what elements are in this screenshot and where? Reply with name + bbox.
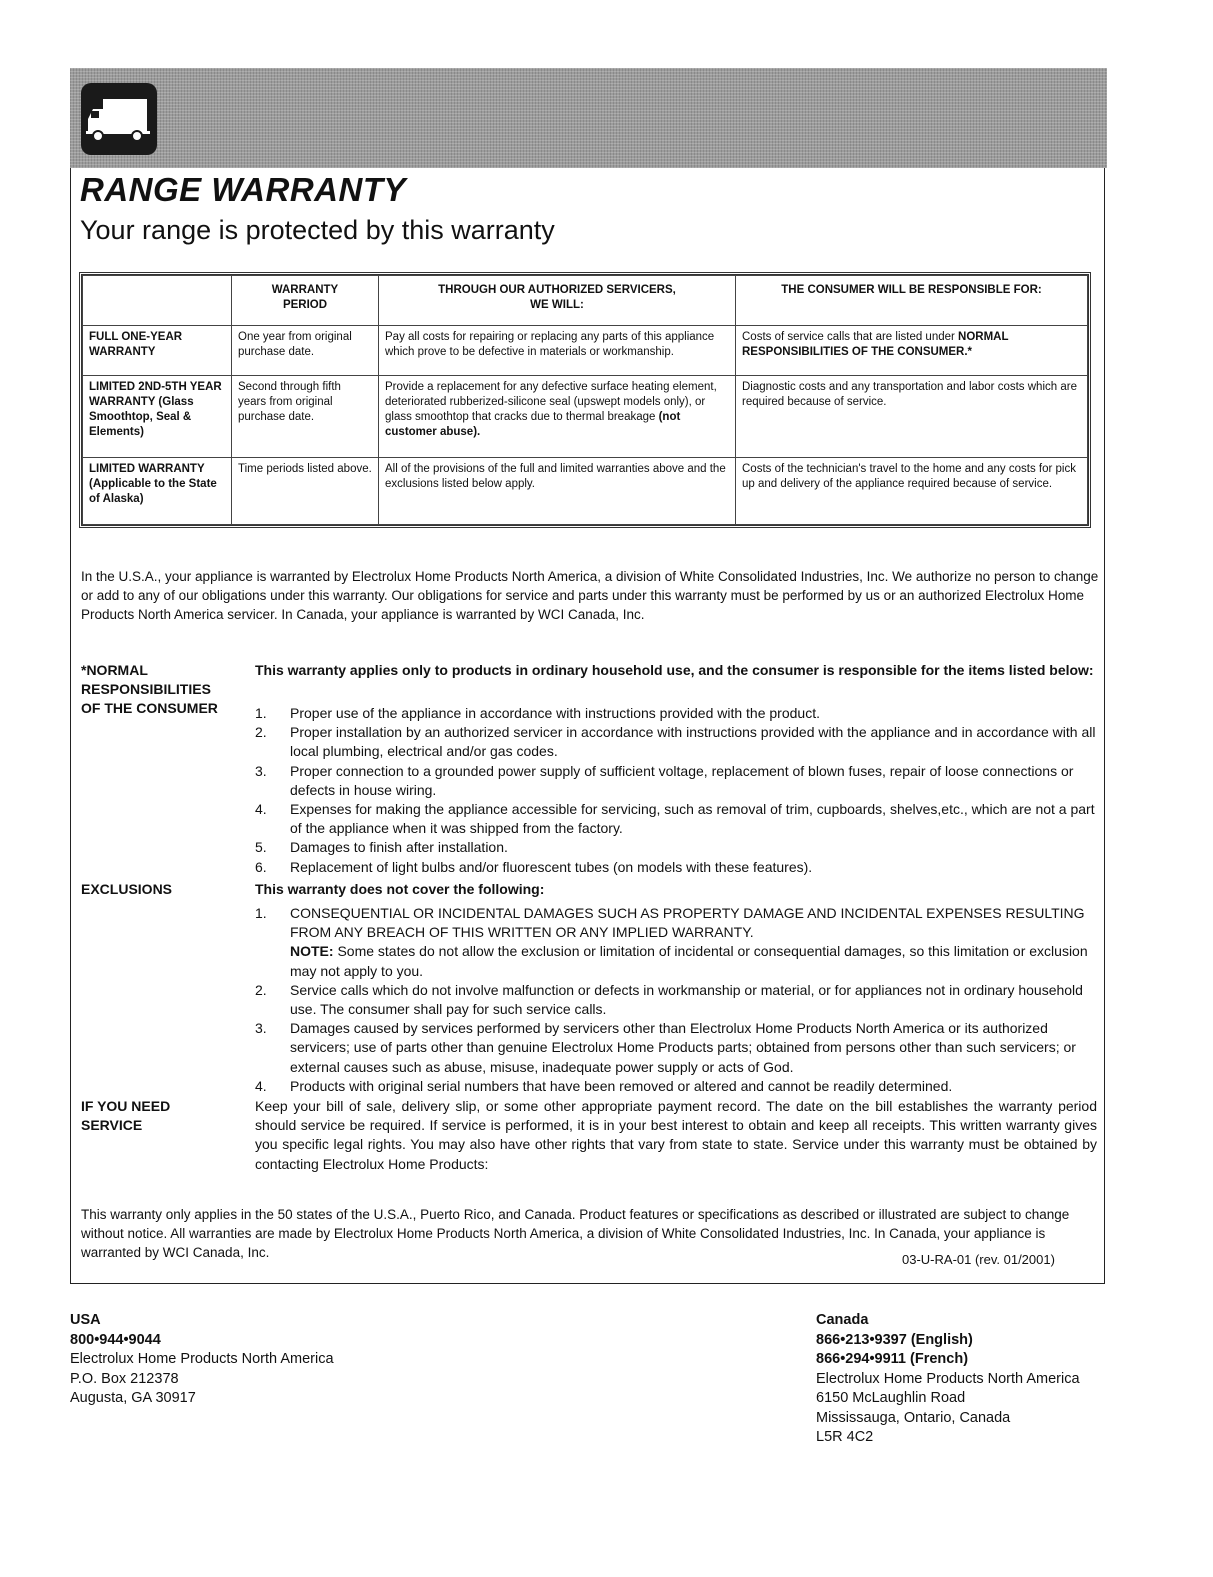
list-text: Proper use of the appliance in accordance with instructions provided with the product.: [290, 705, 820, 721]
list-item: [255, 981, 1097, 1019]
table-cell: Time periods listed above.: [232, 458, 379, 525]
list-item: [255, 858, 1097, 877]
list-number: 1.: [255, 705, 267, 721]
list-number: 4.: [255, 1077, 267, 1094]
note-label: NOTE:: [290, 943, 334, 960]
list-text: Replacement of light bulbs and/or fluorescent tubes (on models with these features).: [290, 858, 813, 875]
list-item: [255, 762, 1097, 800]
canada-address-line: Electrolux Home Products North America: [816, 1370, 1080, 1387]
document-code: 03-U-RA-01 (rev. 01/2001): [902, 1252, 1055, 1267]
list-text: Damages to finish after installation.: [290, 839, 508, 856]
canada-address-line: L5R 4C2: [816, 1429, 874, 1445]
list-text: Damages caused by services performed by servicers other than Electrolux Home Products North America or its authorized servicers; use of parts other than genuine Electrolux Home Products parts; obtained from persons other than such servicers; or external causes such as abuse, misuse, inadequate power supply or acts of God.: [290, 1020, 1076, 1075]
table-cell: Costs of the technician's travel to the home and any costs for pick up and delivery of the appliance required because of service.: [736, 458, 1088, 525]
page-subtitle: Your range is protected by this warranty: [80, 215, 555, 245]
warranty-table: [79, 272, 1091, 528]
table-header: THE CONSUMER WILL BE RESPONSIBLE FOR:: [736, 276, 1088, 326]
list-text: Service calls which do not involve malfunction or defects in workmanship or material, or for appliances not in ordinary household use. The consumer shall pay for such service calls.: [290, 981, 1083, 1018]
list-number: 3.: [255, 1020, 267, 1037]
canada-contact: [816, 1311, 1080, 1448]
list-item: [255, 800, 1097, 838]
canada-phone-french: 866•294•9911 (French): [816, 1351, 969, 1367]
exclusions-list: [255, 904, 1097, 1096]
cell-text-bold: (not customer abuse).: [385, 411, 681, 438]
table-header: [83, 276, 232, 326]
table-cell: One year from original purchase date.: [232, 326, 379, 376]
list-number: 2.: [255, 981, 267, 998]
cell-text-bold: NORMAL RESPONSIBILITIES OF THE CONSUMER.*: [742, 331, 1009, 358]
cell-text: Provide a replacement for any defective surface heating element, deteriorated rubberized-silicone seal (upswept models only), or glass smoothtop that cracks due to thermal breakage: [385, 381, 717, 423]
canada-heading: Canada: [816, 1312, 869, 1328]
service-paragraph: Keep your bill of sale, delivery slip, or some other appropriate payment record. The date on the bill establishes the warranty period should service be required. If service is performed, it is in your best interest to obtain and keep all receipts. This written warranty gives you specific legal rights. You may also have other rights that vary from state to state. Service under this warranty must be obtained by contacting Electrolux Home Products:: [255, 1098, 1097, 1172]
list-number: 4.: [255, 801, 267, 818]
canada-address-line: 6150 McLaughlin Road: [816, 1390, 966, 1406]
table-row: [83, 458, 1088, 525]
canada-phone-english: 866•213•9397 (English): [816, 1331, 973, 1348]
table-cell: [736, 326, 1088, 376]
table-header: THROUGH OUR AUTHORIZED SERVICERS, WE WILL:: [379, 276, 736, 326]
list-text: Proper connection to a grounded power supply of sufficient voltage, replacement of blown fuses, repair of loose connections or defects in house wiring.: [290, 762, 1074, 798]
list-number: 2.: [255, 724, 267, 741]
table-cell: Pay all costs for repairing or replacing any parts of this appliance which prove to be defective in materials or workmanship.: [379, 326, 736, 376]
table-header-row: [83, 276, 1088, 326]
service-label: IF YOU NEED SERVICE: [81, 1098, 171, 1133]
note-text: Some states do not allow the exclusion or limitation of incidental or consequential damages, so this limitation or exclusion may not apply to you.: [290, 943, 1088, 979]
intro-paragraph: In the U.S.A., your appliance is warranted by Electrolux Home Products North America, a division of White Consolidated Industries, Inc. We authorize no person to change or add to any of our obligations under this warranty. Our obligations for service and parts under this warranty must be performed by us or an authorized Electrolux Home Products North America servicer. In Canada, your appliance is warranted by WCI Canada, Inc.: [81, 569, 1099, 622]
table-row: [83, 376, 1088, 458]
list-number: 5.: [255, 839, 267, 856]
normal-responsibilities-list: [255, 704, 1097, 877]
canada-address-line: Mississauga, Ontario, Canada: [816, 1409, 1011, 1426]
list-item: [255, 904, 1097, 981]
normal-responsibilities-heading: This warranty applies only to products in ordinary household use, and the consumer is responsible for the items listed below:: [255, 662, 1094, 678]
table-cell: All of the provisions of the full and limited warranties above and the exclusions listed below apply.: [379, 458, 736, 525]
usa-address-line: Electrolux Home Products North America: [70, 1351, 334, 1367]
usa-phone: 800•944•9044: [70, 1331, 161, 1348]
table-cell: Second through fifth years from original purchase date.: [232, 376, 379, 458]
usa-address-line: P.O. Box 212378: [70, 1370, 179, 1387]
list-text: CONSEQUENTIAL OR INCIDENTAL DAMAGES SUCH AS PROPERTY DAMAGE AND INCIDENTAL EXPENSES RESULTING FROM ANY BREACH OF THIS WRITTEN OR ANY IMPLIED WARRANTY.: [290, 905, 1085, 941]
header-banner: [70, 68, 1107, 168]
list-number: 3.: [255, 762, 267, 779]
list-number: 1.: [255, 905, 267, 921]
list-text: Expenses for making the appliance accessible for servicing, such as removal of trim, cupboards, shelves,etc., which are not a part of the appliance when it was shipped from the factory.: [290, 801, 1095, 837]
list-item: [255, 838, 1097, 857]
usa-address-line: Augusta, GA 30917: [70, 1390, 196, 1406]
list-item: [255, 704, 1097, 723]
page-title: RANGE WARRANTY: [80, 171, 406, 208]
exclusions-heading: This warranty does not cover the following:: [255, 881, 545, 897]
table-cell: LIMITED 2ND-5TH YEAR WARRANTY (Glass Smoothtop, Seal & Elements): [83, 376, 232, 458]
list-text: Proper installation by an authorized servicer in accordance with instructions provided with the appliance and in accordance with all local plumbing, electrical and/or gas codes.: [290, 724, 1096, 760]
usa-heading: USA: [70, 1312, 101, 1328]
table-cell: FULL ONE-YEAR WARRANTY: [83, 326, 232, 376]
table-row: [83, 326, 1088, 376]
table-header: WARRANTY PERIOD: [232, 276, 379, 326]
normal-responsibilities-label: *NORMAL RESPONSIBILITIES OF THE CONSUMER: [81, 662, 218, 716]
table-cell: [379, 376, 736, 458]
list-number: 6.: [255, 858, 267, 875]
table-cell: Diagnostic costs and any transportation and labor costs which are required because of service.: [736, 376, 1088, 458]
exclusions-label: EXCLUSIONS: [81, 881, 173, 897]
footer-paragraph: This warranty only applies in the 50 states of the U.S.A., Puerto Rico, and Canada. Product features or specifications as described or illustrated are subject to change without notice. All warranties are made by Electrolux Home Products North America, a division of White Consolidated Industries, Inc. In Canada, your appliance is warranted by WCI Canada, Inc.: [81, 1207, 1070, 1260]
list-item: [255, 1077, 1097, 1096]
list-text: Products with original serial numbers that have been removed or altered and cannot be readily determined.: [290, 1077, 953, 1094]
service-truck-icon: [81, 83, 157, 155]
list-item: [255, 723, 1097, 761]
cell-text: Costs of service calls that are listed under: [742, 331, 959, 343]
usa-contact: [70, 1311, 334, 1409]
table-cell: LIMITED WARRANTY (Applicable to the State of Alaska): [83, 458, 232, 525]
list-item: [255, 1019, 1097, 1077]
